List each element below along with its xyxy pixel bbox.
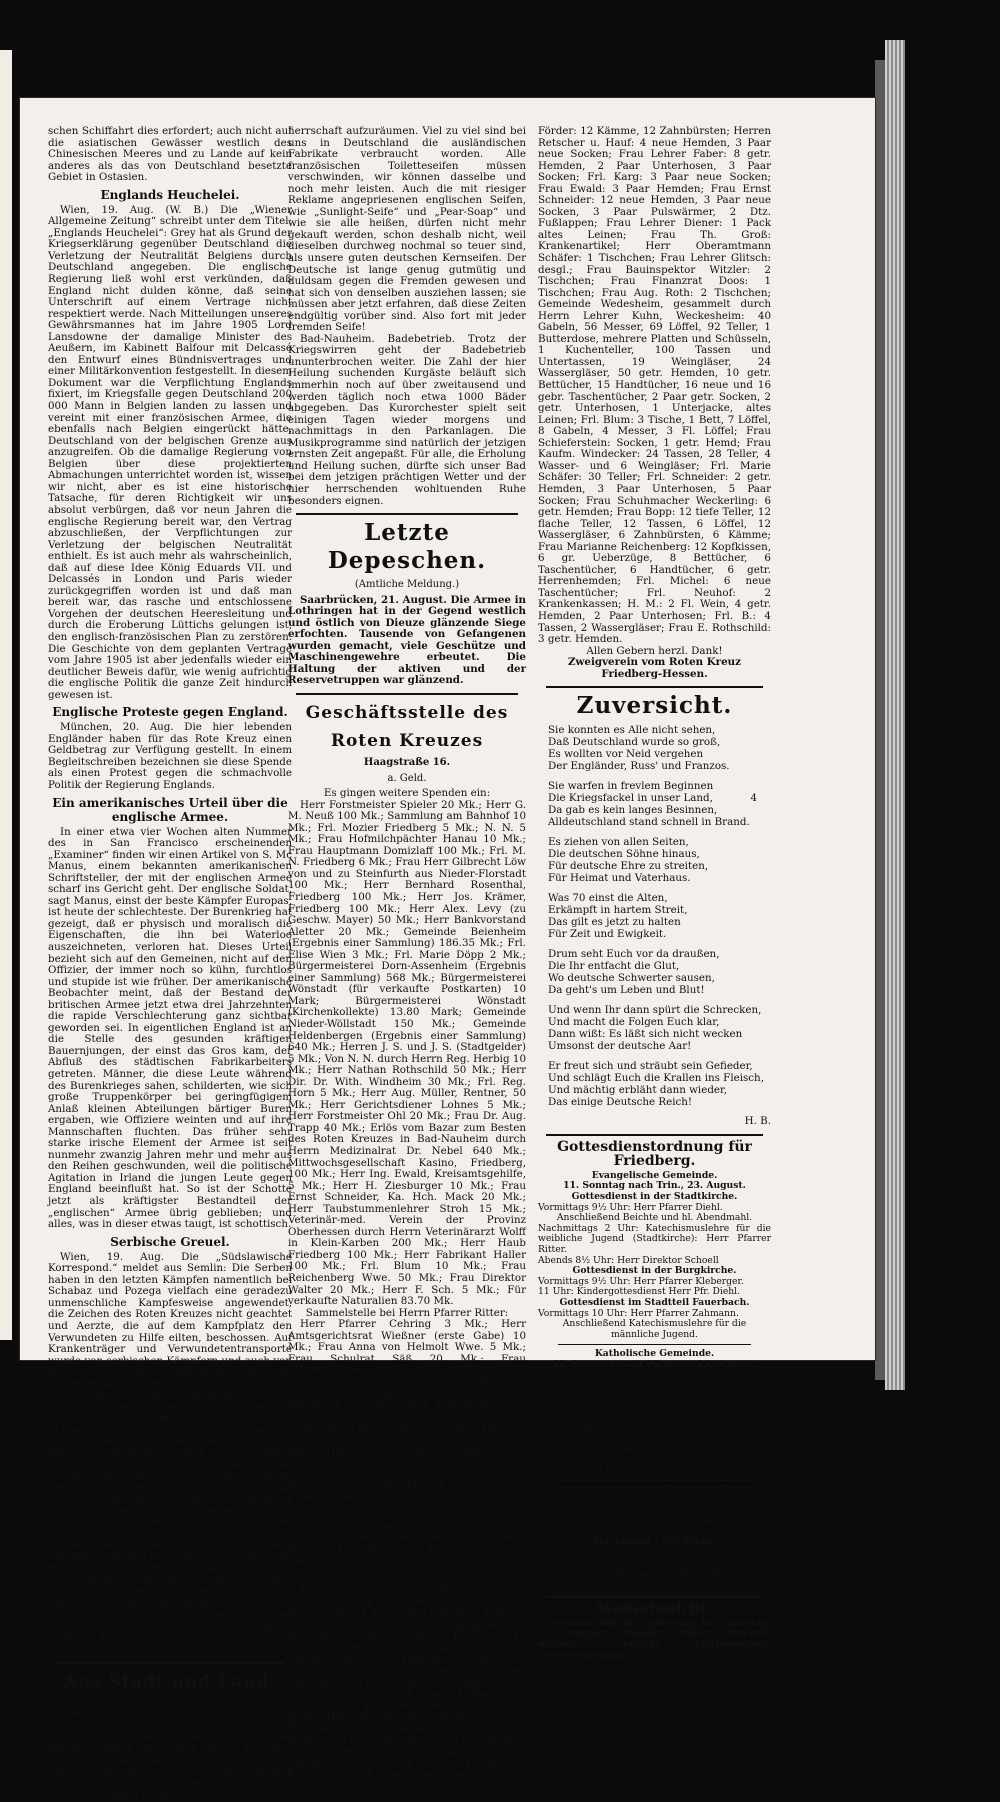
- feierabend-line: Sonntag, 23. August 1914: Vortrag: „Vom Krieg“: [541, 1578, 768, 1590]
- poem-line: Wo deutsche Schwerter sausen,: [548, 972, 715, 985]
- ev-line: Vormittags 10 Uhr: Herr Pfarrer Zahmann.: [538, 1307, 739, 1319]
- feierabend-title: „Feierabend – Friedberg.“: [588, 1535, 721, 1547]
- poem-signature: H. B.: [744, 1115, 771, 1128]
- poem-title-zuversicht: Zuversicht.: [576, 692, 733, 720]
- left-page-edge: [0, 50, 12, 1340]
- headline-englische-proteste: Englische Proteste gegen England.: [52, 705, 288, 720]
- headline-amerikanisches-urteil: [48, 796, 292, 824]
- divider: [558, 1344, 751, 1345]
- section-divider: [546, 1134, 763, 1136]
- article-continuation: schen Schiffahrt dies erfordert; auch nicht auf die asiatischen Gewässer westlich des Chinesischen Meeres und zu Lande auf kein anderes als das von Deutschland besetzte Gebiet in Ostasien.: [48, 125, 292, 184]
- ev-line: Vormittags 9½ Uhr: Herr Pfarrer Diehl.: [538, 1201, 723, 1213]
- chr-line: Sonntag Abend 8½ Uhr: Versammlung.: [563, 1505, 746, 1517]
- kath-line: N.B. Die aus Anlaß der Kriegsbedrängnis vorgeschriebenen Andachten werden am Mittwoch und Freitag, abends 8½ Uhr gehalten.: [538, 1443, 771, 1476]
- article-bad-nauheim: Bad-Nauheim. Badebetrieb. Trotz der Kriegswirren geht der Badebetrieb ununterbrochen weiter. Die Zahl der hier Heilung suchenden Kurgäste beläuft sich immerhin noch auf über zweitausend und werden täglich noch etwa 1000 Bäder abgegeben. Das Kurorchester spielt seit einigen Tagen wieder morgens und nachmittags in den Parkanlagen. Die Musikprogramme sind natürlich der jetzigen ernsten Zeit angepaßt. Für alle, die Erholung und Heilung suchen, dürfte sich unser Bad bei dem jetzigen prächtigen Wetter und der hier herrschenden wohltuenden Ruhe besonders eignen.: [288, 332, 526, 507]
- subsection-geld: a. Geld.: [387, 772, 427, 784]
- poem-line: Für Heimat und Vaterhaus.: [548, 872, 691, 885]
- section-divider: [546, 686, 763, 688]
- ev-stadtkirche: Gottesdienst in der Stadtkirche.: [571, 1190, 738, 1202]
- kath-line: Gelegenheit zu beichten Samstag Nachmittag von 5 Uhr, Sonntag früh von ½6 Uhr an.: [538, 1369, 771, 1392]
- poem-line: Und schlägt Euch die Krallen ins Fleisch,: [548, 1072, 764, 1085]
- ev-line: Anschließend Katechismuslehre für die männliche Jugend.: [562, 1318, 747, 1340]
- poem-zuversicht: [538, 724, 771, 1108]
- poem-line: Der Engländer, Russ' und Franzos.: [548, 760, 730, 773]
- poem-line: Die deutschen Söhne hinaus,: [548, 848, 700, 861]
- subsection-naturalien: b. Naturalien:: [371, 1505, 443, 1517]
- section-divider: [56, 1662, 284, 1664]
- poem-stanza: [548, 724, 771, 772]
- donation-list-naturalien: Frau Elsner, Friedberg: Gemüse; N. N. u. Peter: Kaffee; Gemeinde Wölfersheim: Gemüse; Herr Bald. Vogt, Friedberg: 50 Pfd. Zeit.: [288, 1520, 526, 1568]
- column-2: [288, 126, 526, 1782]
- headline-englands-heuchelei: Englands Heuchelei.: [100, 187, 240, 202]
- poem-line: Was 70 einst die Alten,: [548, 892, 668, 905]
- poem-line: Für Zeit und Ewigkeit.: [548, 928, 667, 941]
- poem-line: Daß Deutschland wurde so groß,: [548, 736, 721, 749]
- poem-line: Das gilt es jetzt zu halten: [548, 916, 681, 929]
- headline-line-1: Ein amerikanisches Urteil über die: [52, 795, 288, 810]
- signature-friedberg-hessen: Friedberg-Hessen.: [601, 667, 708, 680]
- dispatch-saarbruecken: Saarbrücken, 21. August. Die Armee in Lothringen hat in der Gegend westlich und östlich von Dieuze glänzende Siege erfochten. Tausende von Gefangenen wurden gemacht, viele Geschütze und Maschinengewehre erbeutet. Die Haltung der aktiven und der Reservetruppen war glänzend.: [288, 593, 526, 687]
- article-seifen: Friedberg. Englische und französische Seifen. Seife ist ein Artikel, der immer gebraucht wird und auch in Kriegszeiten unverminderte Verwendung findet. Die Fabriken sollten daher über Mangel an Arbeit nicht zu klagen haben. Notwendig ist aber, daß sich das ganze deutsche Volk, nunmehr auf dem Gebiete des Seifenverbrauches mit der unwürdigen Fremd-: [48, 1696, 292, 1802]
- poem-line: Die Ihr entfacht die Glut,: [548, 960, 680, 973]
- poem-line: Und macht die Folgen Euch klar,: [548, 1016, 720, 1029]
- poem-line: Dann wißt: Es läßt sich nicht wecken: [548, 1028, 743, 1041]
- ev-line: Anschließend Beichte und hl. Abendmahl.: [556, 1212, 753, 1224]
- poem-line: Erkämpft in hartem Streit,: [548, 904, 688, 917]
- poem-line: Da gab es kein langes Besinnen,: [548, 804, 718, 817]
- article-englische-proteste: München, 20. Aug. Die hier lebenden Engländer haben für das Rote Kreuz einen Geldbetrag zur Verfügung gestellt. In einem Begleitschreiben bezeichnen sie diese Spende als einen Protest gegen die schmachvolle Politik der Regierung Englands.: [48, 721, 292, 791]
- chr-line: Donnerstag Abend 8½ Uhr: Bibelstunde.: [559, 1516, 750, 1528]
- kath-date: 22. Sonntag nach Pfingsten 23. August.: [552, 1358, 757, 1370]
- poem-stanza: [548, 1004, 771, 1052]
- article-englands-heuchelei: Wien, 19. Aug. (W. B.) Die „Wiener Allgemeine Zeitung“ schreibt unter dem Titel: „Englands Heuchelei“: Grey hat als Grund der Kriegserklärung gegenüber Deutschland die Verletzung der Neutralität Belgiens durch Deutschland angegeben. Die englische Regierung ließ wohl erst verkünden, daß England nicht dulden könne, daß seine Unterschrift auf einem Vertrage nicht respektiert werde. Nach Mitteilungen unseres Gewährsmannes hat im Jahre 1905 Lord Lansdowne der damalige Minister des Aeußern, im Kabinett Balfour mit Delcassé den Entwurf eines Bündnisvertrages und einer Militärkonvention festgestellt. In diesem Dokument war die Verpflichtung Englands fixiert, im Kriegsfalle gegen Deutschland 200 000 Mann in Belgien landen zu lassen und vereint mit einer französischen Armee, die ebenfalls nach Belgien eingerückt hätte, Deutschland von der belgischen Grenze aus anzugreifen. Ob die damalige Regierung von Belgien über diese projektierten Abmachungen unterrichtet worden ist, wissen wir nicht, aber es ist eine historische Tatsache, für deren Richtigkeit wir uns absolut verbürgen, daß vor neun Jahren die englische Regierung bereit war, den Vertrag abzuschließen, der Verpflichtungen zur Verletzung der belgischen Neutralität enthielt. Es ist auch mehr als wahrscheinlich, daß auf diese Idee König Eduards VII. und Delcassés in London und Paris wieder zurückgegriffen worden ist und daß man bereit war, das rasche und entschlossene Vorgehen der deutschen Heeresleitung und durch die Eroberung Lüttichs gelungen ist, den englisch-französischen Plan zu zerstören. Die Geschichte von dem geplanten Vertrage vom Jahre 1905 ist aber jedenfalls wieder ein deutlicher Beweis dafür, wie wenig aufrichtig die englische Politik die ganze Zeit hindurch gewesen ist.: [48, 203, 292, 701]
- collection-point-ritter: Sammelstelle bei Herrn Pfarrer Ritter:: [305, 1306, 509, 1319]
- poem-line: Für deutsche Ehre zu streiten,: [548, 860, 709, 873]
- donation-list-continuation: Förder: 12 Kämme, 12 Zahnbürsten; Herren Retscher u. Hauf: 4 neue Hemden, 3 Paar neue Socken; Frau Lehrer Faber: 8 getr. Hemden, 2 Paar Unterhosen, 3 Paar Socken; Frl. Karg: 3 Paar neue Socken; Frau Ewald: 3 Paar Hemden; Frau Ernst Schneider: 12 neue Hemden, 3 Paar neue Socken, 3 Paar Pulswärmer, 2 Dtz. Fußlappen; Frau Lehrer Diener: 1 Pack altes Leinen; Frau Th. Groß: Krankenartikel; Herr Oberamtmann Schäfer: 1 Tischchen; Frau Lehrer Glitsch: desgl.; Frau Bauinspektor Witzler: 2 Tischchen; Frau Finanzrat Doos: 1 Tischchen; Frau Aug. Roth: 2 Tischchen; Gemeinde Wedesheim, gesammelt durch Herrn Lehrer Kuhn, Weckesheim: 40 Gabeln, 56 Messer, 69 Löffel, 92 Teller, 1 Butterdose, mehrere Platten und Schüsseln, 1 Kuchenteller, 100 Tassen und Untertassen, 19 Weingläser, 24 Wassergläser, 50 getr. Hemden, 10 getr. Bettücher, 15 Handtücher, 16 neue und 16 gebr. Taschentücher, 2 Paar getr. Socken, 2 getr. Unterhosen, 1 Unterjacke, altes Leinen; Frl. Blum: 3 Tische, 1 Bett, 7 Löffel, 8 Gabeln, 4 Messer, 3 Fl. Löffel; Frau Schieferstein: Socken, 1 getr. Hemd; Frau Kaufm. Windecker: 24 Tassen, 28 Teller, 4 Wasser- und 6 Weingläser; Frl. Marie Schäfer: 30 Teller; Frl. Schneider: 2 getr. Hemden, 3 Paar Unterhosen, 5 Paar Socken; Frau Schuhmacher Weckerling: 6 getr. Hemden; Frau Bopp: 12 tiefe Teller, 12 flache Teller, 12 Tassen, 6 Löffel, 12 Wassergläser, 6 Zahnbürsten, 6 Kämme; Frau Marianne Reichenberg: 12 Kopfkissen, 6 gr. Ueberzüge, 8 Bettücher, 6 Taschentücher, 6 Handtücher, 6 getr. Herrenhemden; Frl. Michel: 6 neue Taschentücher; Frl. Neuhof: 2 Krankenkassen; H. M.: 2 Fl. Wein, 4 getr. Hemden, 2 Paar Unterhosen; Frl. B.: 4 Tassen, 2 Wassergläser; Frau E. Rothschild: 3 getr. Hemden.: [538, 125, 771, 646]
- address-haagstrasse: Haagstraße 16.: [363, 756, 451, 768]
- divider: [558, 1532, 751, 1533]
- kath-line: Nachmittags 2½ Uhr: Segensandacht; (anach) Monatsversammlung des Jungfrauenvereins.: [538, 1422, 771, 1445]
- poem-line: Das einige Deutsche Reich!: [548, 1096, 693, 1109]
- article-serbische-greuel: Wien, 19. Aug. Die „Südslawische Korrespond.“ meldet aus Semlin: Die Serben haben in den letzten Kämpfen namentlich bei Schabaz und Pozega vielfach eine geradezu unmenschliche Kampfesweise angewendet, die Zeichen des Roten Kreuzes nicht geachtet und Aerzte, die auf dem Kampfplatz den Verwundeten zu Hilfe eilten, beschossen. Auf Krankenträger und Verwundetentransporte wurde von serbischen Kämpfern und auch von Weibern aus dem Hinterhalte gefeuert. Oesterreichische Aerzte, die sich auch der serbischen Verwundeten annehmen wollten, wurden von Serben, die am Boden lagen und schwere Verwundungen nur vortäuschten, im Momente überfallen, als sie sich über sie beugten. Serbische Frauen und auch Kinder haben Gefallene und Verwundete ausgeplündert, aber auch serbische Soldaten wurden dabei betreten, als sie ihre eigenen gefallenen Kameraden ausraubten und die Leichen liegen ließen. Zahlreiche Plünderer wurden standrechtlich behandelt und erschossen. Inhaber von Häusern haben unsere Soldaten, als sie scheinbar willig aufgenommen hatten, nächtlicherweise überfallen. Serbische Frauen versuchten ein Haus, in dem mehrere Mann schliefen, auszuzünden, wurden aber hierbei rechtzeitig betreten und festgenommen. Die Serben haben auch Versuche gemacht, unter dem Schutze der weißen Flagge Truppen heranzulocken, um dann erst den Kampf zu eröffnen. Die Versuche sind in keinem Falle geglückt.: [48, 1250, 292, 1656]
- page-stack-edge: [885, 40, 905, 1390]
- headline-line-2: englische Armee.: [111, 809, 229, 824]
- church-katholisch: Katholische Gemeinde.: [594, 1348, 715, 1360]
- book-spine-shadow: [875, 60, 885, 1380]
- headline-serbische-greuel: Serbische Greuel.: [110, 1234, 230, 1249]
- article-seifen-continuation: herrschaft aufzuräumen. Viel zu viel sind bei uns in Deutschland die ausländischen Fabrikate verbraucht worden. Alle französischen Toiletteseifen müssen verschwinden, wir können dasselbe und noch mehr leisten. Auch die mit riesiger Reklame angepriesenen englischen Seifen, wie „Sunlight-Seife“ und „Pear-Soap“ und wie sie alle heißen, dürfen nicht mehr gekauft werden, schon deshalb nicht, weil dieselben durchweg nochmal so teuer sind, als unsere guten deutschen Kernseifen. Der Deutsche ist lange genug gutmütig und duldsam gegen die Fremden gewesen und hat sich von denselben ausziehen lassen; sie müssen aber jetzt erfahren, daß diese Zeiten endgültig vorüber sind. Also fort mit jeder fremden Seife!: [288, 125, 526, 334]
- kath-line: ½7 Uhr: Frühmesse: [538, 1390, 632, 1402]
- poem-stanza: [548, 1060, 771, 1108]
- section-title-gottesdienstordnung: Gottesdienstordnung für Friedberg.: [557, 1138, 752, 1169]
- thanks-line: Allen Gebern herzl. Dank!: [586, 644, 723, 657]
- section-title-rotes-kreuz: Geschäftsstelle des Roten Kreuzes: [305, 702, 509, 751]
- ev-line: Abends 8½ Uhr: Herr Direktor Schoell: [538, 1254, 719, 1266]
- poem-stanza: [548, 780, 771, 828]
- donation-list-waesche: Frau Schöneberg: 6 getr. Hemden, 3 getr. Unterjacken, 4 Paar neue Pulswärmer, 2 Paar Socken, 1 Pack altes Leinen, 6 Teller, 8 Tassen, 2 Töpfchen, 1 Fl. Champagner; Frl. Else Ohl: 2 Paar Pulswärmer; Frl. Reuß: 12 getr. Hemden; Frau Schneidt Wwe.: altes Leinen; Frau Prof. Helmke: 7 Paar getr. Socken; Frl. Ruth Helmke: 1 Paar Pulswärmer; Frau Elsner: 100 Zigarren, 150 Zigaretten; Frau Bald. Vogt: 4 Paar getr. Unterhosen, 4 Unterjacken, 1 Hemd, 1 Jacke; Herr Rentner Aug. Müller: 10 getr. Hemden; Herr Schleimer: 12 Paar neue Socken, 27 Paar Pulswärmer, 12 Handtücher, 36 Taschentücher, 24 Zahnbürsten, 23 Kämme, 104 Teller, 100 Tassen, 2 Bettpfannen, 24 Spiegelchen; Herr Frl.: [288, 1584, 526, 1781]
- section-divider: [296, 693, 518, 695]
- donations-intro: Es gingen weitere Spenden ein:: [323, 787, 491, 800]
- ev-fauerbach: Gottesdienst im Stadtteil Fauerbach.: [559, 1296, 750, 1308]
- poem-line: Sie warfen in frevlem Beginnen: [548, 780, 714, 793]
- poem-line: Umsonst der deutsche Aar!: [548, 1040, 692, 1053]
- poem-line: Die Kriegsfackel in unser Land, 4: [548, 792, 757, 805]
- divider: [558, 1480, 751, 1481]
- newspaper-page: [20, 98, 875, 1802]
- ev-line: Nachmittags 2 Uhr: Katechismuslehre für die weibliche Jugend (Stadtkirche): Herr Pfarrer Ritter.: [538, 1222, 771, 1255]
- church-evangelisch: Evangelische Gemeinde.: [591, 1169, 718, 1181]
- poem-line: Da geht's um Leben und Blut!: [548, 984, 705, 997]
- subtitle-amtliche-meldung: (Amtliche Meldung.): [354, 579, 460, 591]
- column-1: [48, 126, 292, 1802]
- ev-burgkirche: Gottesdienst in der Burgkirche.: [572, 1265, 737, 1277]
- section-title-aus-stadt-und-land: Aus Stadt und Land.: [63, 1671, 277, 1692]
- subsection-waesche: c. Wäsche und Gebrauchsgegenstände.: [307, 1569, 507, 1581]
- donation-list-money: Herr Forstmeister Spieler 20 Mk.; Herr G. M. Neuß 100 Mk.; Sammlung am Bahnhof 10 Mk.; Frl. Mozier Friedberg 5 Mk.; N. N. 5 Mk.; Frau Hofmilchpächter Hanau 10 Mk.; Frau Hauptmann Domizlaff 100 Mk.; Frl. M. N. Friedberg 6 Mk.; Frau Herr Gilbrecht Löw von und zu Steinfurth aus Nieder-Florstadt 100 Mk.; Herr Bernhard Rosenthal, Friedberg 100 Mk.; Herr Jos. Krämer, Friedberg 100 Mk.; Herr Alex. Levy (zu Geschw. Mayer) 50 Mk.; Herr Bankvorstand Aletter 20 Mk.; Gemeinde Beienheim (Ergebnis einer Sammlung) 186.35 Mk.; Frl. Elise Wien 3 Mk.; Frl. Marie Döpp 2 Mk.; Bürgermeisterei Dorn-Assenheim (Ergebnis einer Sammlung) 568 Mk.; Bürgermeisterei Wönstadt (für verkaufte Postkarten) 10 Mark; Bürgermeisterei Wönstadt (Kirchenkollekte) 13.80 Mark; Gemeinde Nieder-Wöllstadt 150 Mk.; Gemeinde Heldenbergen (Ergebnis einer Sammlung) 640 Mk.; Herren J. S. und J. S. (Stadtgelder) 5 Mk.; Von N. N. durch Herrn Reg. Herbig 10 Mk.; Herr Nathan Rothschild 50 Mk.; Herr Dir. Dr. With. Windheim 30 Mk.; Frl. Reg. Horn 5 Mk.; Herr Aug. Müller, Rentner, 50 Mk.; Herr Gerichtsdiener Lohnes 5 Mk.; Herr Forstmeister Ohl 20 Mk.; Frau Dr. Aug. Trapp 40 Mk.; Erlös vom Bazar zum Besten des Roten Kreuzes in Bad-Nauheim durch Herrn Medizinalrat Dr. Nebel 640 Mk.; Mittwochsgesellschaft Kasino, Friedberg, 100 Mk.; Herr Ing. Ewald, Kreisamtsgehilfe, 5 Mk.; Herr H. Ziesburger 10 Mk.; Frau Ernst Schneider, Ka. Hch. Mack 20 Mk.; Herr Taubstummenlehrer Stroh 15 Mk.; Veterinär-med. Verein der Provinz Oberhessen durch Herrn Veterinärarzt Wolff in Klein-Karben 200 Mk.; Herr Haub Friedberg 100 Mk.; Herr Fabrikant Haller 100 Mk.; Frl. Blum 10 Mk.; Frau Reichenberg Wwe. 50 Mk.; Frau Direktor Walter 20 Mk.; Herr F. Sch. 5 Mk.; Für verkaufte Naturalien 83.70 Mk.: [288, 798, 526, 1308]
- signature-zweigverein: Zweigverein vom Roten Kreuz: [568, 656, 741, 669]
- ev-line: 11 Uhr: Kindergottesdienst Herr Pfr. Diehl.: [538, 1286, 741, 1298]
- weather-report: Voraussichtliche Witterung für Samstag, 22. August: Ziemlich heiter, trocken, wärmer, schwache Luftbewegung, Gewitterneigung.: [538, 1617, 771, 1661]
- ev-line: Vormittags 9½ Uhr: Herr Pfarrer Kleberger.: [538, 1275, 744, 1287]
- column-3: [538, 126, 771, 1661]
- poem-stanza: [548, 948, 771, 996]
- poem-line: Er freut sich und sträubt sein Gefieder,: [548, 1060, 753, 1073]
- poem-stanza: [548, 892, 771, 940]
- poem-margin-mark: 4: [750, 792, 757, 805]
- section-divider: [296, 513, 518, 515]
- donation-list-ritter: Herr Pfarrer Cehring 3 Mk.; Herr Amtsgerichtsrat Wießner (erste Gabe) 10 Mk.; Frau Anna von Helmolt Wwe. 5 Mk.; Frau Schulrat Säß 20 Mk.; Frau Mauermeister Reuß 10 Mk.; Frau Oberförster Rumpf, geb. Gatt 10 Mk.; Herr Pfarrer L. P. Suppes 20 Mk.; Herr Pfarrer Kleberger 10 Mk.; Herr Pfarramter Otto Siegel 3 Mk.; Herr Fritz Scriba, Oberlehrerin 3 Mk.; Herr Pfarrer Ritter 20 Mk.; Herr Fr. A. 10 Mk.; Herr Hofmetzger Hanstein 10 Mark; Herr Georg Emmerich Hanstein 10 Mk.; Hilfsgerichtsschreiber Nieder-Rosbach 67.75 Mk.; Herr von Reichenberg, Fauerbach 100 Mk.; Frau R. von Helmolt, Fauerbacherhof 100 Mk.: [288, 1318, 526, 1504]
- section-title-letzte-depeschen: Letzte Depeschen.: [327, 519, 487, 575]
- article-amerikanisches-urteil: In einer etwa vier Wochen alten Nummer des in San Francisco erscheinenden „Examiner“ finden wir einen Artikel von S. Mc Manus, einem bekannten amerikanischen Schriftsteller, der mit der englischen Armee scharf ins Gericht geht. Der englische Soldat, sagt Manus, einst der beste Kämpfer Europas, ist heute der schlechteste. Der Burenkrieg hat gezeigt, daß er physisch und moralisch die Eigenschaften, die ihn bei Waterloo auszeichneten, verloren hat. Dieses Urteil bezieht sich auf den Gemeinen, nicht auf den Offizier, der immer noch so kühn, furchtlos und stupide ist wie früher. Der amerikanische Beobachter meint, daß der Bestand der britischen Armee jetzt etwa drei Jahrzehnten die rapide Verschlechterung ganz sichtbar geworden sei. In eigentlichen England ist an die Stelle des gesunden kräftigen Bauernjungen, der einst das Gros kam, der Abfluß des städtischen Fabrikarbeiters getreten. Männer, die diese Leute während des Burenkrieges sahen, schilderten, wie sich große Truppenkörper bei geringfügigem Anlaß kleinen Abteilungen bärtiger Buren ergaben, wie Offiziere weinten und auf ihre Mannschaften fluchten. Das früher sehr starke irische Element der Armee ist seit nunmehr zwanzig Jahren mehr und mehr aus den Reihen geschwunden, weil die politische Agitation in Irland die jungen Leute gegen England beeinflußt hat. So ist der Schotte jetzt als kräftigster Bestandteil der „englischen“ Armee übrig geblieben; und alles, was in dieser etwas taugt, ist schottisch.: [48, 825, 292, 1231]
- poem-line: Und mächtig erbläht dann wieder,: [548, 1084, 728, 1097]
- poem-line: Alldeutschland stand schnell in Brand.: [548, 816, 750, 829]
- poem-line: Und wenn Ihr dann spürt die Schrecken,: [548, 1004, 762, 1017]
- kath-line: 8 Uhr: Singmesse mit Predigt.: [538, 1401, 680, 1413]
- chr-line: Christliche Gemeinschaft, Vorstadt z. Garten Nr. 8.: [541, 1484, 768, 1507]
- ev-date: 11. Sonntag nach Trin., 23. August.: [563, 1180, 746, 1192]
- poem-stanza: [548, 836, 771, 884]
- poem-line: Es ziehen von allen Seiten,: [548, 836, 689, 849]
- section-title-wetterbericht: Wetterbericht.: [597, 1600, 712, 1617]
- poem-line: Es wollten vor Neid vergehen: [548, 748, 704, 761]
- section-divider: [546, 1596, 763, 1598]
- kath-line: ½10 Uhr: Hochamt mit Predigt: [538, 1411, 684, 1423]
- poem-line: Sie konnten es Alle nicht sehen,: [548, 724, 716, 737]
- feierabend-line: Jeden Sonntag abend von ½8–½10 Uhr Versammlung im großen Saale der alten Gewerbeschule. Eingang vom Burgpläßchen.: [538, 1546, 771, 1579]
- poem-line: Drum seht Euch vor da draußen,: [548, 948, 720, 961]
